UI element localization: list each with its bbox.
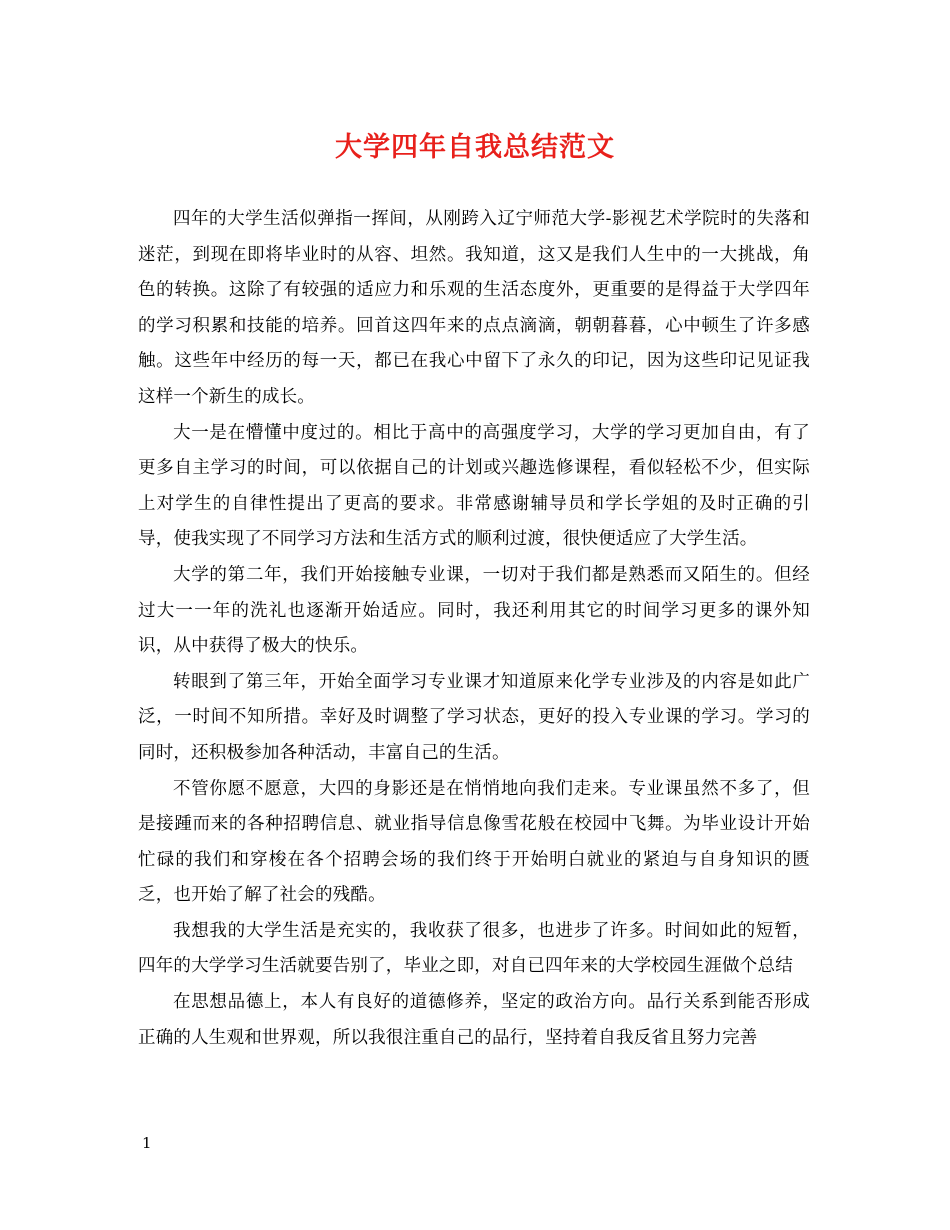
paragraph: 转眼到了第三年，开始全面学习专业课才知道原来化学专业涉及的内容是如此广泛，一时间不知所措。幸好及时调整了学习状态，更好的投入专业课的学习。学习的同时，还积极参加各种活动，丰富自己的生活。 — [138, 671, 810, 763]
paragraph: 在思想品德上，本人有良好的道德修养，坚定的政治方向。品行关系到能否形成正确的人生观和世界观，所以我很注重自己的品行，坚持着自我反省且努力完善 — [138, 992, 810, 1048]
paragraph: 大学的第二年，我们开始接触专业课，一切对于我们都是熟悉而又陌生的。但经过大一一年的洗礼也逐渐开始适应。同时，我还利用其它的时间学习更多的课外知识，从中获得了极大的快乐。 — [138, 564, 810, 657]
paragraph: 大一是在懵懂中度过的。相比于高中的高强度学习，大学的学习更加自由，有了更多自主学习的时间，可以依据自己的计划或兴趣选修课程，看似轻松不少，但实际上对学生的自律性提出了更高的要求。非常感谢辅导员和学长学姐的及时正确的引导，使我实现了不同学习方法和生活方式的顺利过渡，很快便适应了大学生活。 — [138, 422, 810, 550]
paragraph: 不管你愿不愿意，大四的身影还是在悄悄地向我们走来。专业课虽然不多了，但是接踵而来的各种招聘信息、就业指导信息像雪花般在校园中飞舞。为毕业设计开始忙碌的我们和穿梭在各个招聘会场的我们终于开始明白就业的紧迫与自身知识的匮乏，也开始了解了社会的残酷。 — [138, 778, 810, 906]
document-title: 大学四年自我总结范文 — [335, 132, 615, 163]
paragraph: 四年的大学生活似弹指一挥间，从刚跨入辽宁师范大学-影视艺术学院时的失落和迷茫，到现在即将毕业时的从容、坦然。我知道，这又是我们人生中的一大挑战，角色的转换。这除了有较强的适应力和乐观的生活态度外，更重要的是得益于大学四年的学习积累和技能的培养。回首这四年来的点点滴滴，朝朝暮暮，心中顿生了许多感触。这些年中经历的每一天，都已在我心中留下了永久的印记，因为这些印记见证我这样一个新生的成长。 — [138, 209, 810, 407]
page-number: 1 — [142, 1134, 152, 1152]
paragraph: 我想我的大学生活是充实的，我收获了很多，也进步了许多。时间如此的短暂，四年的大学学习生活就要告别了，毕业之即，对自已四年来的大学校园生涯做个总结 — [138, 920, 810, 977]
document-body — [138, 202, 810, 1056]
